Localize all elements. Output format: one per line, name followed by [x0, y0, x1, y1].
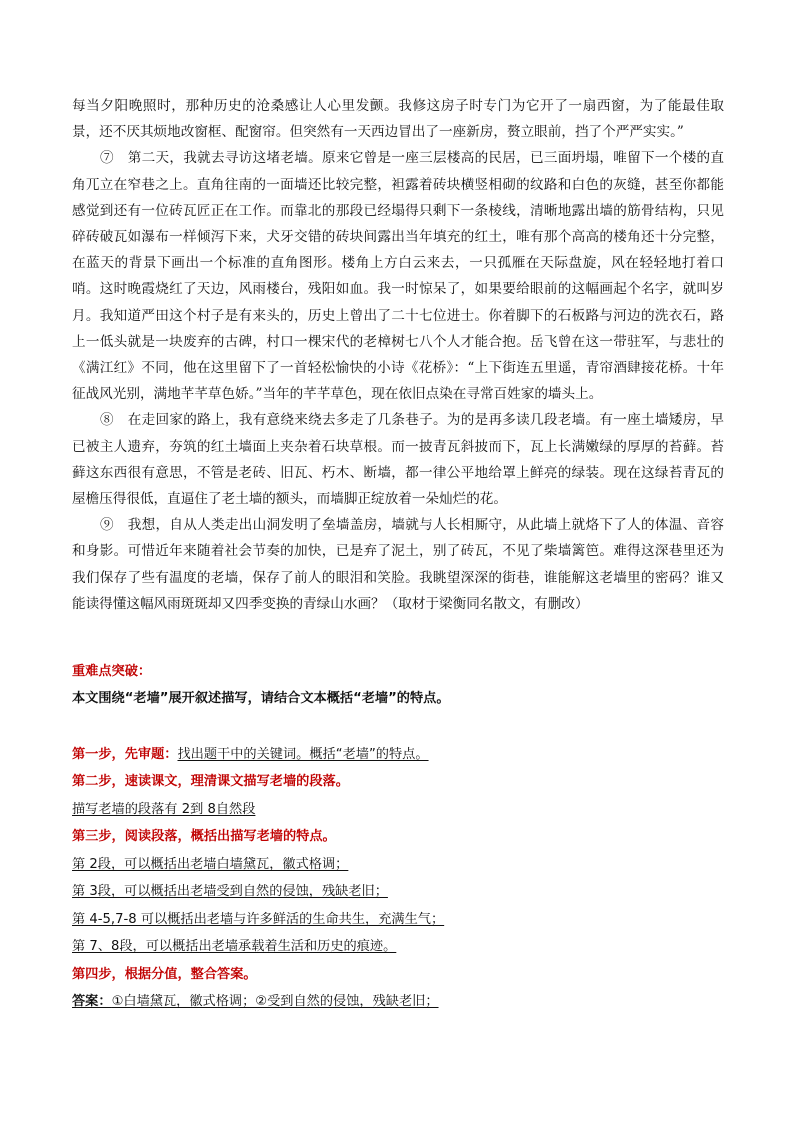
step-3-item: 第 3段，可以概括出老墙受到自然的侵蚀，残缺老旧； — [72, 884, 388, 899]
answer — [72, 990, 439, 1009]
essay-paragraph-8: ⑧ 在走回家的路上，我有意绕来绕去多走了几条巷子。为的是再多读几段老墙。有一座土墙矮房，早已被主人遗弃，夯筑的红土墙面上夹杂着石块草根。而一披青瓦斜披而下，瓦上长满嫩绿的厚厚的苔藓。苔藓这东西很有意思，不管是老砖、旧瓦、朽木、断墙，都一律公平地给罩上鲜亮的绿装。现在这绿苔青瓦的屋檐压得很低，直逼住了老土墙的额头，而墙脚正绽放着一朵灿烂的花。 — [72, 412, 724, 508]
step-3-label: 第三步，阅读段落，概括出描写老墙的特点。 — [72, 829, 336, 844]
step-4-label: 第四步，根据分值，整合答案。 — [72, 967, 257, 982]
step-2-text: 描写老墙的段落有 2到 8自然段 — [72, 802, 256, 817]
step-3-item: 第 2段，可以概括出老墙白墙黛瓦，徽式格调； — [72, 857, 349, 872]
step-1-text: 找出题干中的关键词。概括“老墙”的特点。 — [177, 747, 429, 762]
step-3-item: 第 7、8段，可以概括出老墙承载着生活和历史的痕迹。 — [72, 939, 397, 954]
step-1 — [72, 743, 429, 762]
step-3-item: 第 4-5,7-8 可以概括出老墙与许多鲜活的生命共生，充满生气； — [72, 912, 445, 927]
answer-text: ①白墙黛瓦，徽式格调；②受到自然的侵蚀，残缺老旧； — [111, 994, 439, 1009]
question-text: 本文围绕“老墙”展开叙述描写，请结合文本概括“老墙”的特点。 — [72, 691, 450, 706]
essay-paragraph-6-continued: 每当夕阳晚照时，那种历史的沧桑感让人心里发颤。我修这房子时专门为它开了一扇西窗，为了能最佳取景，还不厌其烦地改窗框、配窗帘。但突然有一天西边冒出了一座新房，赘立眼前，挡了个严严实实。” — [72, 98, 724, 141]
answer-label: 答案： — [72, 994, 112, 1009]
essay-text — [72, 93, 724, 617]
essay-paragraph-7: ⑦ 第二天，我就去寻访这堵老墙。原来它曾是一座三层楼高的民居，已三面坍塌，唯留下一个楼的直角兀立在窄巷之上。直角往南的一面墙还比较完整，袒露着砖块横竖相砌的纹路和白色的灰缝，甚至你都能感觉到还有一位砖瓦匠正在工作。而靠北的那段已经塌得只剩下一条棱线，清晰地露出墙的筋骨结构，只见碎砖破瓦如瀑布一样倾泻下来，犬牙交错的砖块间露出当年填充的红土，唯有那个高高的楼角还十分完整，在蓝天的背景下画出一个标准的直角图形。楼角上方白云来去，一只孤雁在天际盘旋，风在轻轻地打着口哨。这时晚霞烧红了天边，风雨楼台，残阳如血。我一时惊呆了，如果要给眼前的这幅画起个名字，就叫岁月。我知道严田这个村子是有来头的，历史上曾出了二十七位进士。你着脚下的石板路与河边的洗衣石，路上一低头就是一块废弃的古碑，村口一棵宋代的老樟树七八个人才能合抱。岳飞曾在这一带驻军，与悲壮的《满江红》不同，他在这里留下了一首轻松愉快的小诗《花桥》：“上下街连五里遥，青帘酒肆接花桥。十年征战风光别，满地芊芊草色娇。”当年的芊芊草色，现在依旧点染在寻常百姓家的墙头上。 — [72, 150, 724, 403]
step-2-label: 第二步，速读课文，理清课文描写老墙的段落。 — [72, 774, 349, 789]
essay-paragraph-9: ⑨ 我想，自从人类走出山洞发明了垒墙盖房，墙就与人长相厮守，从此墙上就烙下了人的体温、音容和身影。可惜近年来随着社会节奏的加快，已是弃了泥土，别了砖瓦，不见了柴墙篱笆。难得这深巷里还为我们保存了些有温度的老墙，保存了前人的眼泪和笑脸。我眺望深深的街巷，谁能解这老墙里的密码？谁又能读得懂这幅风雨斑斑却又四季变换的青绿山水画？（取材于梁衡同名散文，有删改） — [72, 517, 724, 612]
step-1-label: 第一步，先审题： — [72, 747, 178, 762]
section-heading: 重难点突破： — [72, 664, 152, 679]
